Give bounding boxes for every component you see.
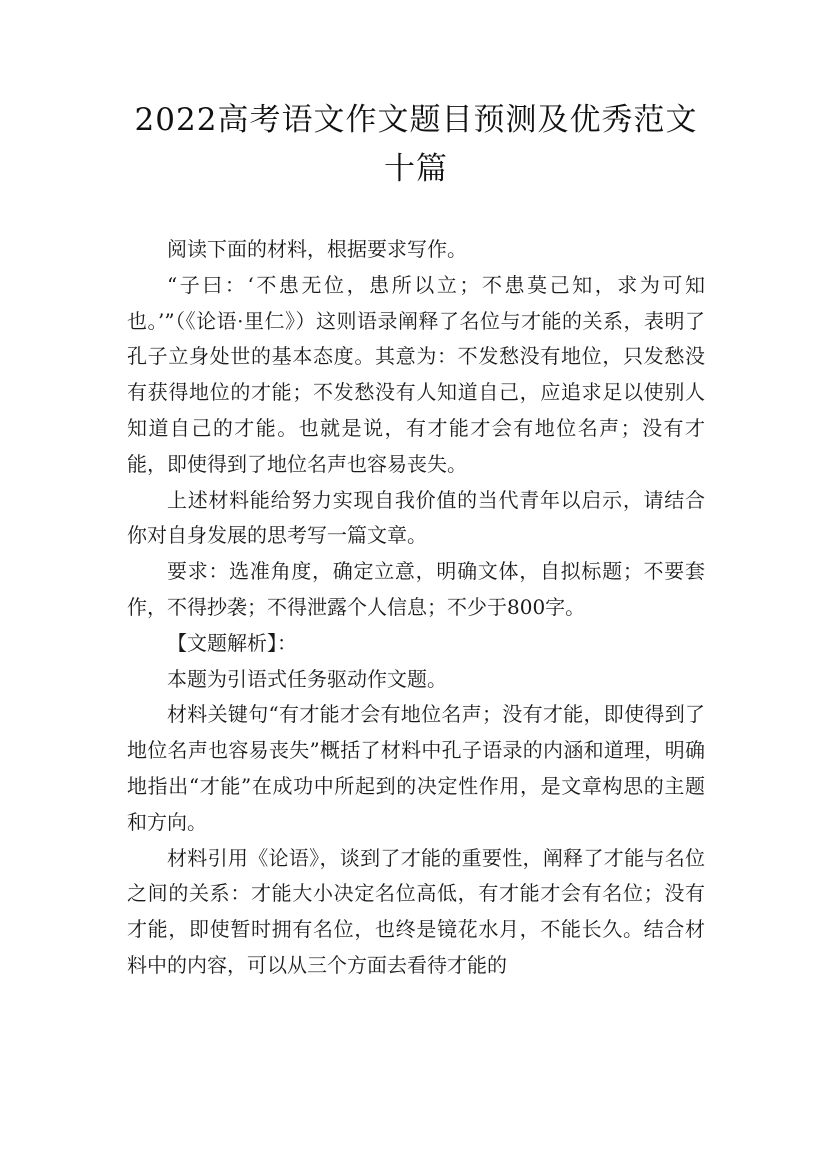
paragraph-analysis-type: 本题为引语式任务驱动作文题。 [167,666,447,691]
paragraph-task: 上述材料能给努力实现自我价值的当代青年以启示，请结合你对自身发展的思考写一篇文章。 [127,487,705,548]
paragraph-requirements: 要求：选准角度，确定立意，明确文体，自拟标题；不要套作，不得抄袭；不得泄露个人信息；不少于800字。 [127,559,705,619]
paragraph-analysis-key: 材料关键句“有才能才会有地位名声；没有才能，即使得到了地位名声也容易丧失”概括了材料中孔子语录的内涵和道理，明确地指出“才能”在成功中所起到的决定性作用，是文章构思的主题和方向。 [127,702,705,834]
document-title: 2022高考语文作文题目预测及优秀范文十篇 [134,102,698,187]
paragraph-instruction: 阅读下面的材料，根据要求写作。 [167,237,467,261]
paragraph-material: “子曰：‘不患无位，患所以立；不患莫己知，求为可知也。’”（《论语·里仁》）这则语录阐释了名位与才能的关系，表明了孔子立身处世的基本态度。其意为：不发愁没有地位，只发愁没有获得地位的才能；不发愁没有人知道自己，应追求足以使别人知道自己的才能。也就是说，有才能才会有地位名声；没有才能，即使得到了地位名声也容易丧失。 [127,272,705,476]
document-body [127,232,705,984]
section-heading-analysis: 【文题解析】： [167,630,297,655]
paragraph-analysis-talent: 材料引用《论语》，谈到了才能的重要性，阐释了才能与名位之间的关系：才能大小决定名位高低，有才能才会有名位；没有才能，即使暂时拥有名位，也终是镜花水月，不能长久。结合材料中的内容，可以从三个方面去看待才能的 [127,845,705,977]
